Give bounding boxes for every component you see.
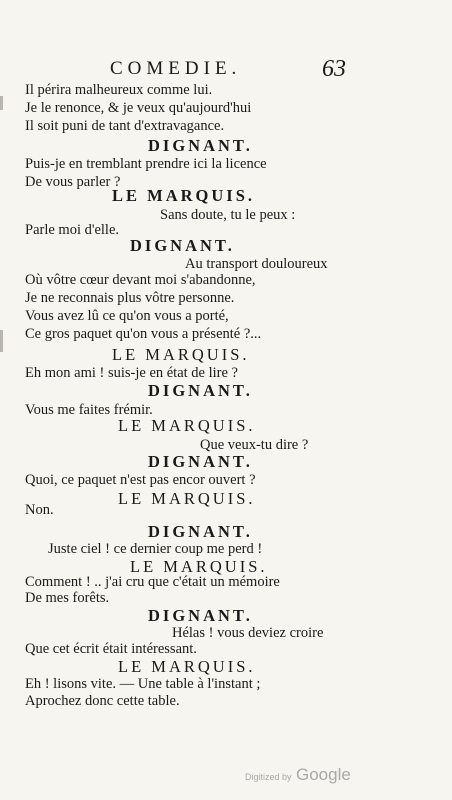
verse-line: Puis-je en tremblant prendre ici la licence <box>25 156 267 172</box>
verse-line: Comment ! .. j'ai cru que c'était un mémoire <box>25 574 280 590</box>
verse-line: Vous me faites frémir. <box>25 402 153 418</box>
speaker-name: LE MARQUIS. <box>118 657 256 676</box>
verse-line: Que cet écrit était intéressant. <box>25 641 197 657</box>
speaker-name: LE MARQUIS. <box>118 489 256 508</box>
verse-line: Juste ciel ! ce dernier coup me perd ! <box>48 541 263 557</box>
verse-line: Quoi, ce paquet n'est pas encor ouvert ? <box>25 472 256 488</box>
verse-line: Je le renonce, & je veux qu'aujourd'hui <box>25 100 252 116</box>
verse-line: Hélas ! vous deviez croire <box>172 625 324 641</box>
digitized-label: Digitized by <box>245 772 292 782</box>
verse-line: De mes forêts. <box>25 590 110 606</box>
speaker-name: DIGNANT. <box>148 381 253 400</box>
speaker-name: LE MARQUIS. <box>112 345 250 364</box>
speaker-name: DIGNANT. <box>148 522 253 541</box>
verse-line: Je ne reconnais plus vôtre personne. <box>25 290 235 306</box>
verse-line: Parle moi d'elle. <box>25 222 120 238</box>
verse-line: Au transport douloureux <box>185 256 328 272</box>
page-number: 63 <box>322 56 346 82</box>
verse-line: Eh mon ami ! suis-je en état de lire ? <box>25 365 238 381</box>
speaker-name: LE MARQUIS. <box>112 186 256 205</box>
verse-line: Il soit puni de tant d'extravagance. <box>25 118 225 134</box>
speaker-name: DIGNANT. <box>148 452 253 471</box>
margin-mark-bottom <box>0 330 3 352</box>
verse-line: Il périra malheureux comme lui. <box>25 82 213 98</box>
margin-mark-top <box>0 96 3 110</box>
verse-line: Sans doute, tu le peux : <box>160 207 296 223</box>
speaker-name: LE MARQUIS. <box>118 416 256 435</box>
verse-line: Non. <box>25 502 54 518</box>
verse-line: Où vôtre cœur devant moi s'abandonne, <box>25 272 256 288</box>
speaker-name: LE MARQUIS. <box>130 557 268 576</box>
google-logo: Google <box>295 765 351 784</box>
verse-line: Vous avez lû ce qu'on vous a porté, <box>25 308 229 324</box>
running-title: COMEDIE. <box>110 58 242 79</box>
digitization-watermark <box>245 765 351 785</box>
verse-line: Aprochez donc cette table. <box>25 693 180 709</box>
verse-line: Ce gros paquet qu'on vous a présenté ?... <box>25 326 262 342</box>
speaker-name: DIGNANT. <box>148 606 253 625</box>
verse-line: Que veux-tu dire ? <box>200 437 309 453</box>
speaker-name: DIGNANT. <box>148 136 253 155</box>
verse-line: De vous parler ? <box>25 174 121 190</box>
verse-line: Eh ! lisons vite. — Une table à l'instant ; <box>25 676 261 692</box>
speaker-name: DIGNANT. <box>130 236 235 255</box>
